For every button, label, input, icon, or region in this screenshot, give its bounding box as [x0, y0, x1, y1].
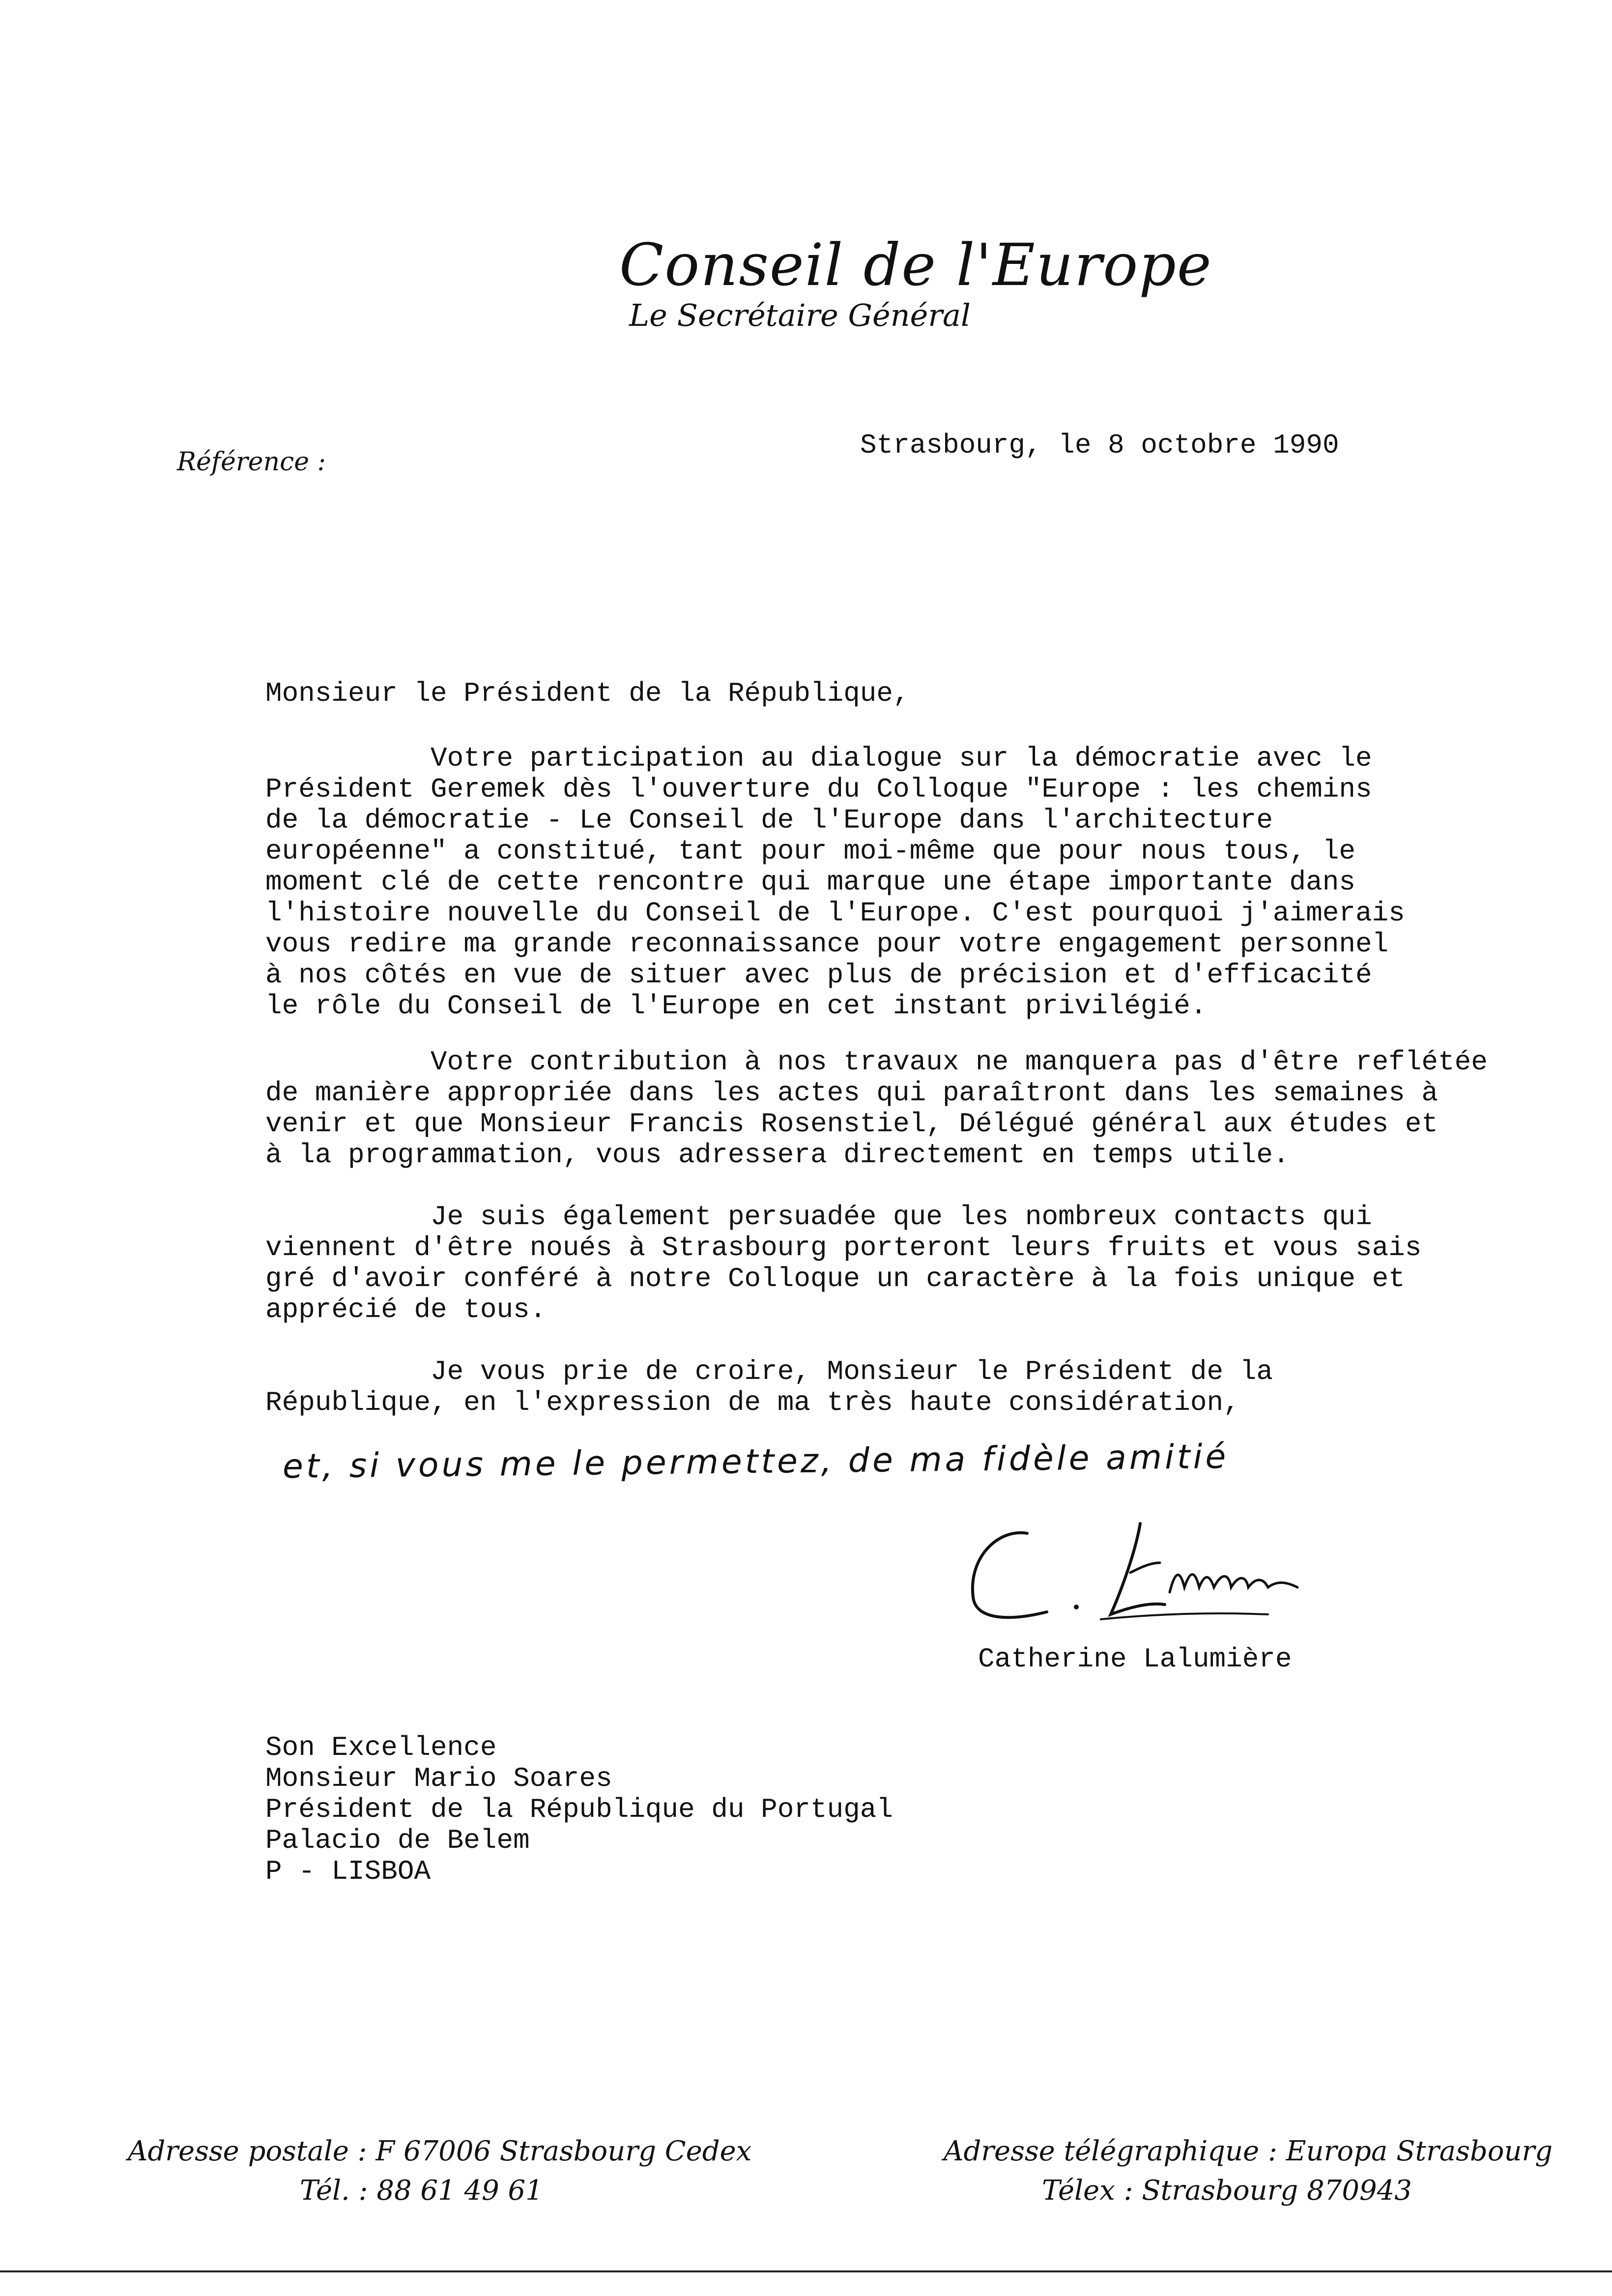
body-line: Votre participation au dialogue sur la démocratie avec le [265, 743, 1372, 774]
salutation: Monsieur le Président de la République, [265, 678, 910, 709]
footer-postal-address: Adresse postale : F 67006 Strasbourg Cedex [128, 2135, 752, 2167]
date-line: Strasbourg, le 8 octobre 1990 [860, 430, 1339, 461]
body-line: Président Geremek dès l'ouverture du Colloque "Europe : les chemins [265, 774, 1372, 805]
body-line: de manière appropriée dans les actes qui paraîtront dans les semaines à [265, 1077, 1438, 1109]
recipient-line: Président de la République du Portugal [265, 1794, 893, 1825]
body-line: l'histoire nouvelle du Conseil de l'Europe. C'est pourquoi j'aimerais [265, 897, 1405, 929]
body-line: Votre contribution à nos travaux ne manquera pas d'être reflétée [265, 1046, 1488, 1078]
body-line: venir et que Monsieur Francis Rosenstiel, Délégué général aux études et [265, 1108, 1438, 1140]
footer-telex: Télex : Strasbourg 870943 [1042, 2175, 1412, 2207]
body-line: de la démocratie - Le Conseil de l'Europe dans l'architecture [265, 804, 1273, 836]
body-line: le rôle du Conseil de l'Europe en cet instant privilégié. [265, 990, 1207, 1022]
signatory-name: Catherine Lalumière [978, 1643, 1292, 1675]
footer-divider [0, 2270, 1612, 2272]
footer-telegraphic-address: Adresse télégraphique : Europa Strasbourg [944, 2135, 1553, 2167]
body-line: vous redire ma grande reconnaissance pour votre engagement personnel [265, 928, 1389, 960]
body-paragraph-1 [265, 743, 1455, 1022]
letterhead-subtitle: Le Secrétaire Général [629, 297, 971, 333]
body-line: République, en l'expression de ma très haute considération, [265, 1387, 1240, 1418]
body-line: européenne" a constitué, tant pour moi-même que pour nous tous, le [265, 835, 1355, 867]
recipient-line: Son Excellence [265, 1732, 497, 1763]
recipient-line: Palacio de Belem [265, 1825, 530, 1856]
body-line: à nos côtés en vue de situer avec plus de précision et d'efficacité [265, 959, 1372, 991]
body-line: moment clé de cette rencontre qui marque une étape importante dans [265, 866, 1355, 898]
body-paragraph-2 [265, 1046, 1488, 1171]
recipient-line: Monsieur Mario Soares [265, 1763, 612, 1794]
handwritten-closing: et, si vous me le permettez, de ma fidèle amitié [282, 1437, 1229, 1487]
recipient-line: P - LISBOA [265, 1856, 431, 1887]
body-line: apprécié de tous. [265, 1294, 547, 1325]
body-line: viennent d'être noués à Strasbourg porteront leurs fruits et vous sais [265, 1232, 1422, 1263]
footer-telephone: Tél. : 88 61 49 61 [300, 2175, 543, 2207]
recipient-address [265, 1732, 893, 1887]
letterhead-organization: Conseil de l'Europe [619, 231, 1212, 299]
body-line: gré d'avoir conféré à notre Colloque un caractère à la fois unique et [265, 1263, 1405, 1294]
body-line: Je vous prie de croire, Monsieur le Président de la [265, 1356, 1273, 1387]
reference-label: Référence : [177, 447, 326, 477]
body-line: à la programmation, vous adressera directement en temps utile. [265, 1139, 1290, 1171]
signature-image [953, 1514, 1337, 1641]
body-line: Je suis également persuadée que les nombreux contacts qui [265, 1201, 1372, 1233]
body-paragraph-3 [265, 1202, 1455, 1325]
body-paragraph-4 [265, 1356, 1455, 1418]
